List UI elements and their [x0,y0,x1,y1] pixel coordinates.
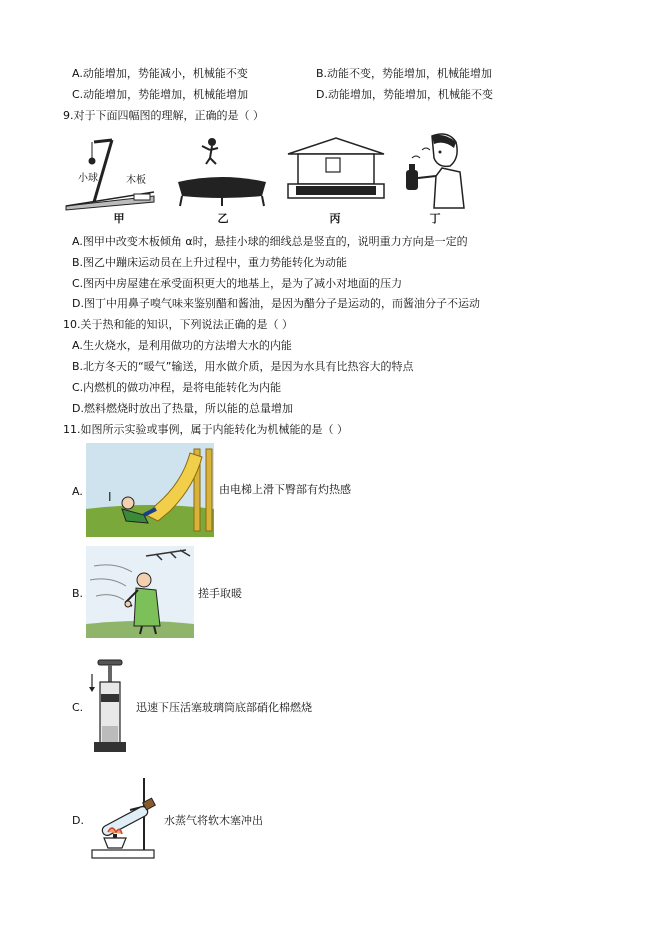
q9-option-d: D.图丁中用鼻子嗅气味来鉴别醋和酱油，是因为醋分子是运动的，而酱油分子不运动 [72,297,480,310]
q11-stem: 11.如图所示实验或事例，属于内能转化为机械能的是（ ） [63,423,348,436]
caption-ding: 丁 [429,212,441,225]
q11-option-c-letter: C. [72,701,84,714]
caption-jia: 甲 [113,212,125,225]
q11-option-d-letter: D. [72,814,84,827]
q9-option-a: A.图甲中改变木板倾角 α时，悬挂小球的细线总是竖直的，说明重力方向是一定的 [72,235,468,248]
label-ball: 小球 [78,173,98,184]
q11-option-d-text: 水蒸气将软木塞冲出 [164,814,263,827]
pendulum-incline-illustration [64,132,160,212]
caption-bing: 丙 [329,212,341,225]
q8-option-d: D.动能增加，势能增加，机械能不变 [316,88,493,101]
q11-option-a-letter: A. [72,485,83,498]
boy-smelling-illustration [398,130,470,210]
trampoline-illustration [172,134,272,210]
caption-yi: 乙 [217,212,229,225]
q10-option-b: B.北方冬天的“暖气”输送，用水做介质，是因为水具有比热容大的特点 [72,360,414,373]
house-foundation-illustration [284,136,388,206]
q11-option-b-text: 搓手取暖 [198,587,242,600]
q11-option-c-text: 迅速下压活塞玻璃筒底部硝化棉燃烧 [136,701,312,714]
figure-bing [284,136,388,206]
figure-ding [398,130,470,210]
svg-text:I: I [108,490,112,504]
q11-option-b-letter: B. [72,587,84,600]
q9-stem: 9.对于下面四幅图的理解，正确的是（ ） [63,109,264,122]
label-board: 木板 [126,175,146,186]
q11-option-a-text: 由电梯上滑下臀部有灼热感 [219,483,351,496]
rubbing-hands-illustration [86,546,194,638]
slide-illustration [86,443,214,537]
q10-option-c: C.内燃机的做功冲程，是将电能转化为内能 [72,381,282,394]
figure-yi [172,134,272,210]
q10-option-d: D.燃料燃烧时放出了热量，所以能的总量增加 [72,402,293,415]
steam-cork-illustration [86,770,166,862]
q8-option-c: C.动能增加，势能增加，机械能增加 [72,88,249,101]
q9-option-b: B.图乙中蹦床运动员在上升过程中，重力势能转化为动能 [72,256,348,269]
q10-stem: 10.关于热和能的知识，下列说法正确的是（ ） [63,318,293,331]
figure-jia [64,132,160,212]
q8-option-a: A.动能增加，势能减小，机械能不变 [72,67,248,80]
q10-option-a: A.生火烧水，是利用做功的方法增大水的内能 [72,339,292,352]
q8-option-b: B.动能不变，势能增加，机械能增加 [316,67,493,80]
fire-piston-illustration [86,656,130,756]
q9-option-c: C.图丙中房屋建在承受面积更大的地基上，是为了减小对地面的压力 [72,277,403,290]
